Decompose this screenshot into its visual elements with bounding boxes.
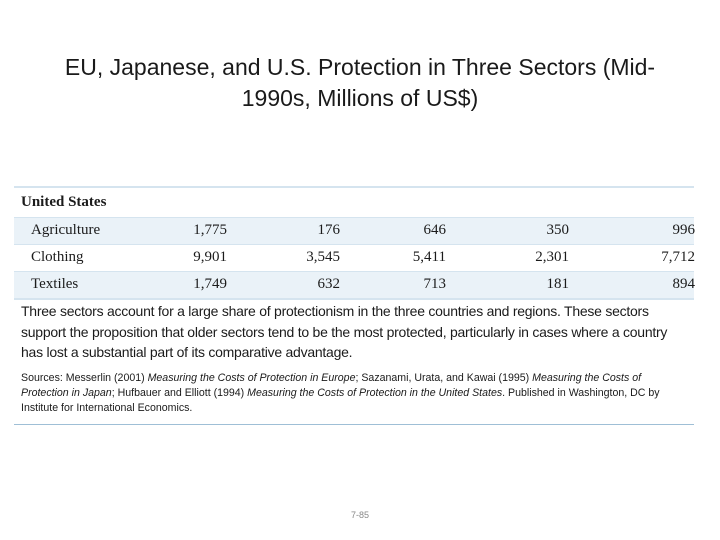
table-cell: 632 [317,276,340,292]
table-cell: 350 [546,222,569,238]
table-cell: 5,411 [412,249,446,265]
sources-text: Sources: Messerlin (2001) [21,372,148,384]
sources-citation [21,371,689,416]
section-heading: United States [21,194,107,210]
table-cell: 894 [672,276,695,292]
protection-table [14,186,694,300]
table-row-agriculture [14,218,694,244]
sources-text: . Published in Washington, DC by Institute for International Economics. [21,387,660,414]
sources-text: ; Sazanami, Urata, and Kawai (1995) [355,372,533,384]
page-number: 7-85 [350,510,369,520]
table-cell: 646 [423,222,446,238]
sources-text: ; Hufbauer and Elliott (1994) [111,387,248,399]
row-label: Textiles [31,276,79,292]
table-note: Three sectors account for a large share of protectionism in the three countries and regions. These sectors support the proposition that older sectors tend to be the most protected, particularly in cases where a country has lost a substantial part of its comparative advantage. [21,303,668,360]
table-cell: 3,545 [306,249,340,265]
table-cell: 1,775 [193,222,227,238]
source-title: Measuring the Costs of Protection in Europe [147,372,356,384]
source-title: Measuring the Costs of Protection in Japan [21,372,642,399]
table-cell: 996 [672,222,695,238]
table-cell: 7,712 [661,249,695,265]
table-cell: 2,301 [535,249,569,265]
source-title: Measuring the Costs of Protection in the United States [247,387,503,399]
table-cell: 176 [317,222,340,238]
table-cell: 181 [546,276,569,292]
row-label: Agriculture [31,222,101,238]
table-row-textiles [14,272,694,298]
table-row-clothing [14,245,694,271]
table-figure [14,186,694,425]
slide-title: EU, Japanese, and U.S. Protection in Three Sectors (Mid-1990s, Millions of US$) [64,54,656,111]
table-cell: 9,901 [193,249,227,265]
row-label: Clothing [31,249,84,265]
table-cell: 1,749 [193,276,227,292]
table-cell: 713 [423,276,446,292]
